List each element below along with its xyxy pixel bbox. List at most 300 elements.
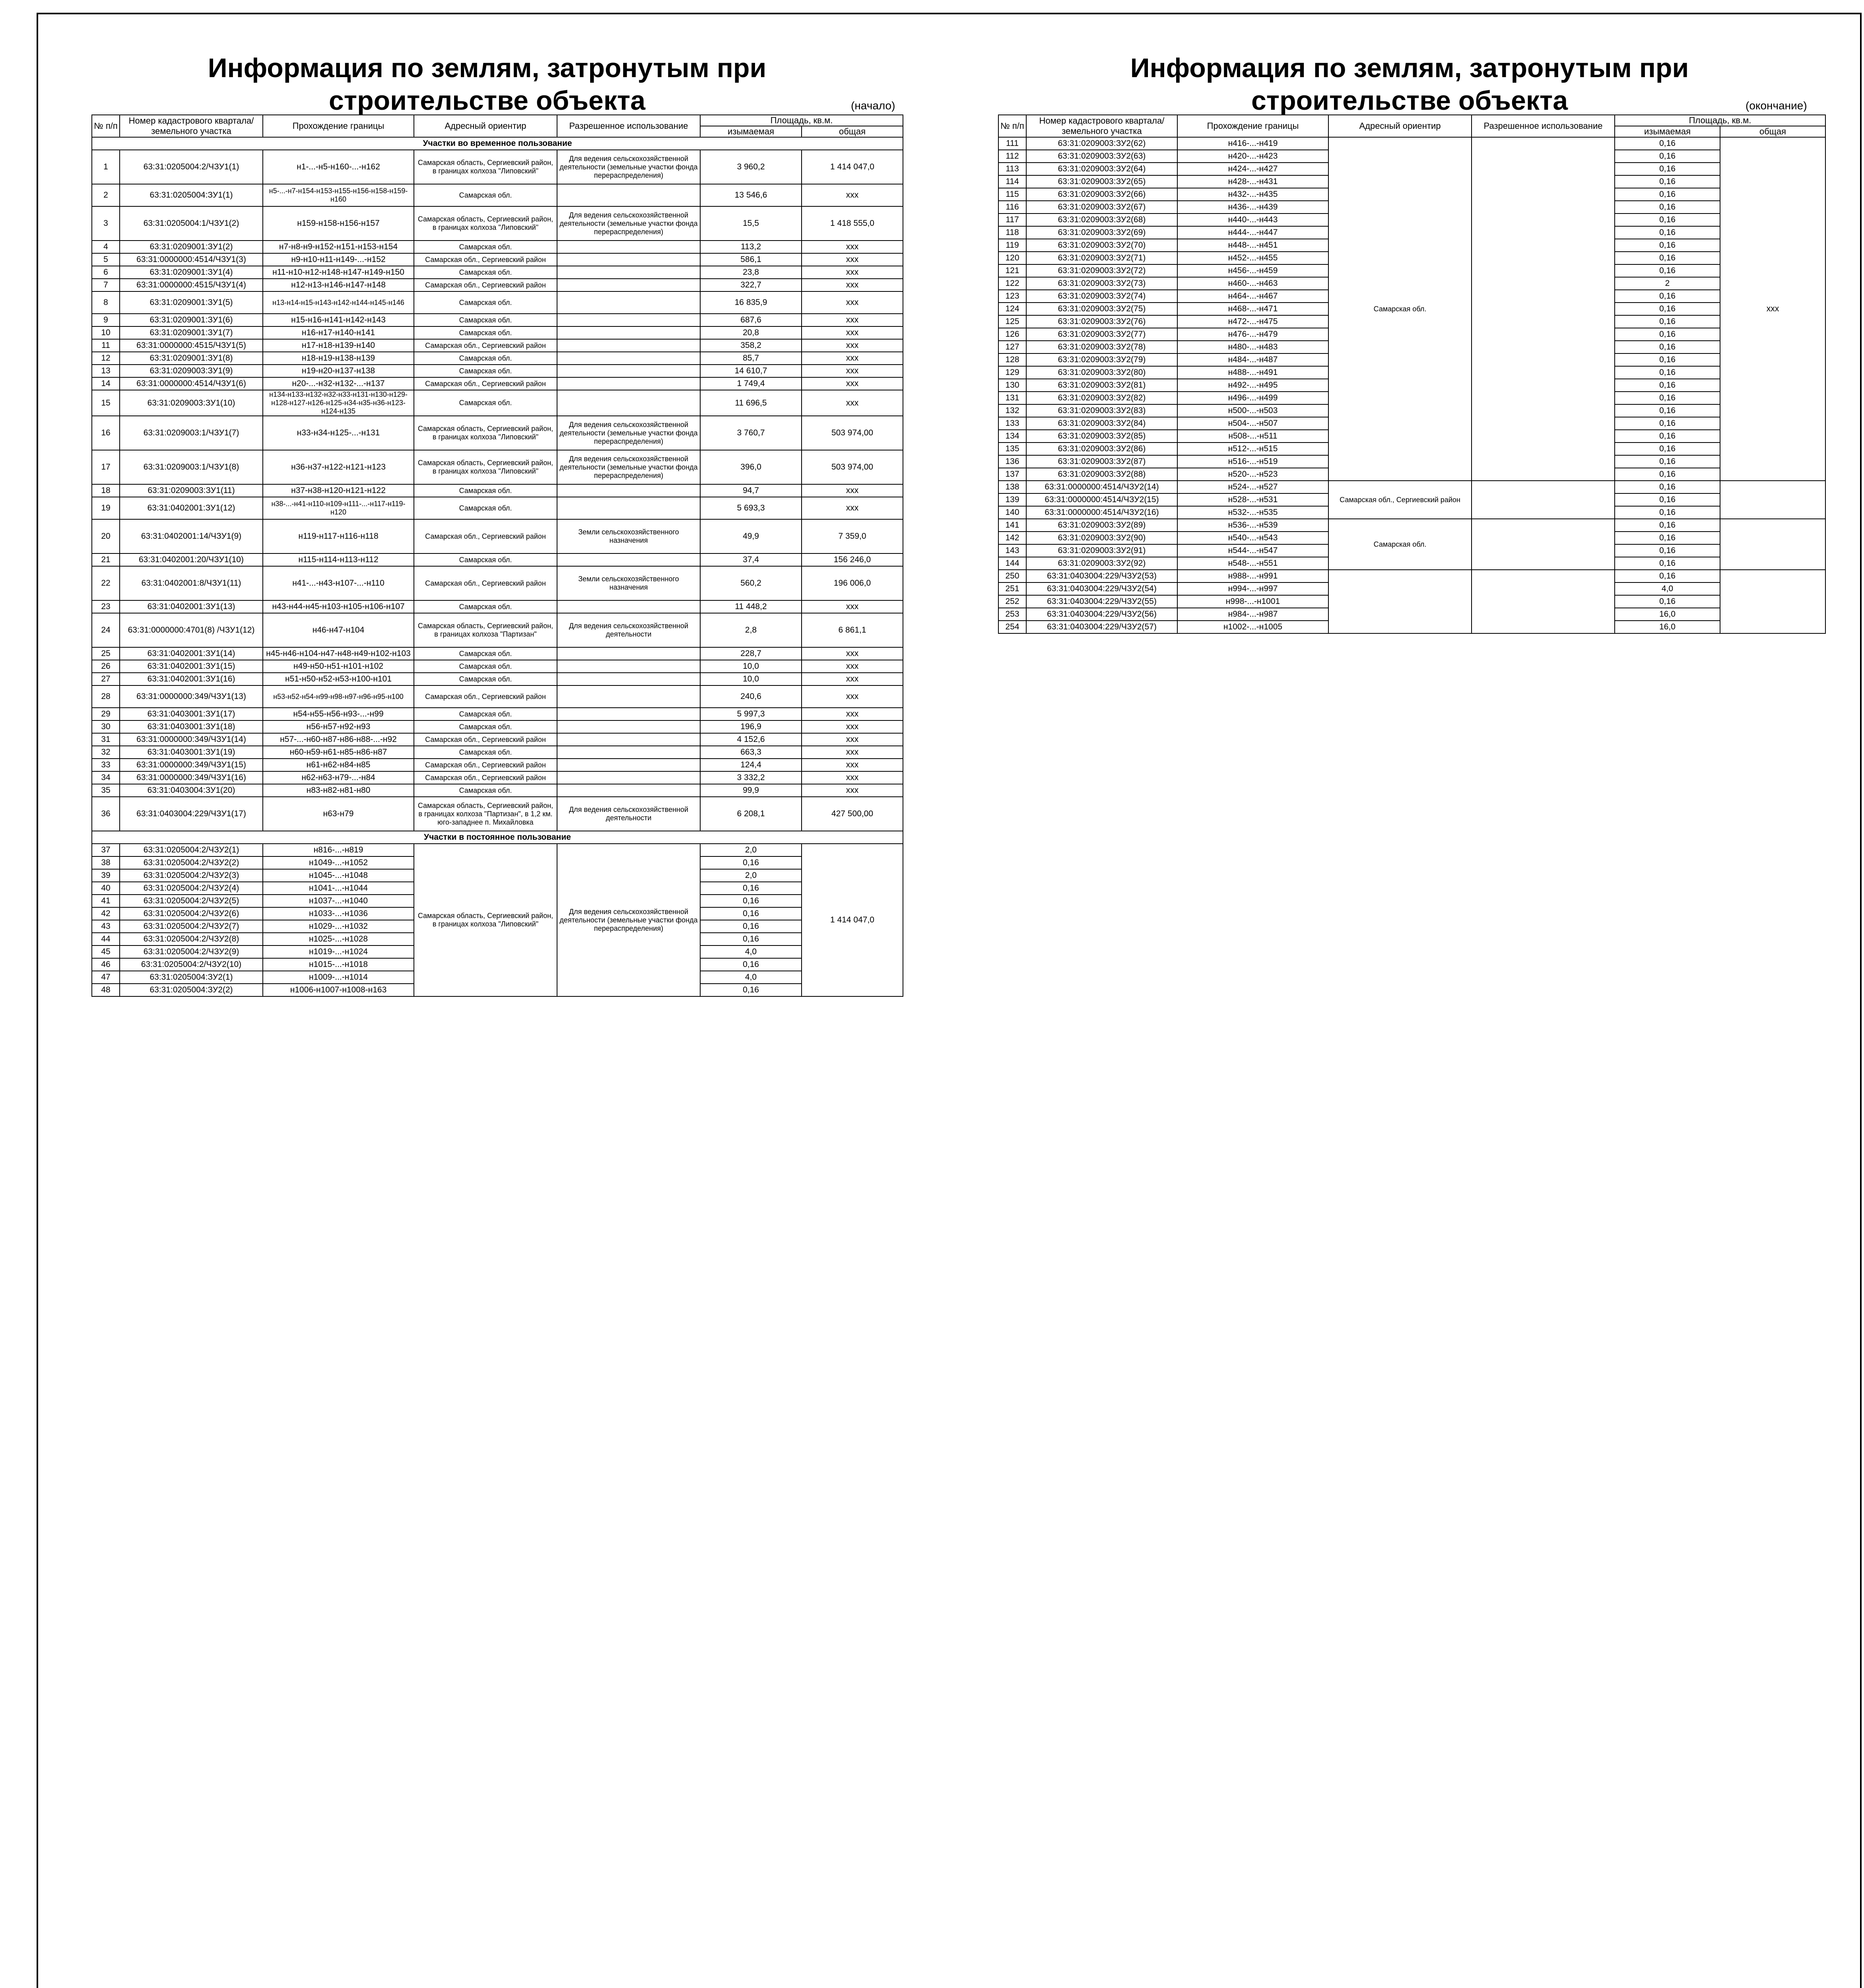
permitted-use [557,708,700,720]
area-taken: 15,5 [700,206,802,241]
row-number: 27 [92,673,120,685]
row-number: 113 [998,163,1026,175]
cadastral-number: 63:31:0209003:ЗУ2(81) [1026,379,1177,392]
address: Самарская обл., Сергиевский район [414,566,557,600]
boundary-path: н1-...-н5-н160-...-н162 [263,150,414,184]
area-total: xxx [802,708,903,720]
area-taken: 0,16 [1615,188,1720,201]
cadastral-number: 63:31:0402001:8/ЧЗУ1(11) [120,566,263,600]
cadastral-number: 63:31:0000000:349/ЧЗУ1(14) [120,733,263,746]
cadastral-number: 63:31:0403004:229/ЧЗУ2(55) [1026,595,1177,608]
boundary-path: н520-...-н523 [1177,468,1328,481]
permitted-use [557,352,700,365]
cadastral-number: 63:31:0205004:2/ЧЗУ1(1) [120,150,263,184]
cadastral-number: 63:31:0209003:ЗУ1(10) [120,390,263,416]
row-number: 121 [998,264,1026,277]
cadastral-number: 63:31:0205004:ЗУ1(1) [120,184,263,206]
row-number: 47 [92,971,120,984]
area-total: 6 861,1 [802,613,903,647]
area-taken: 0,16 [700,895,802,907]
boundary-path: н816-...-н819 [263,844,414,856]
table-row [92,708,903,720]
boundary-path: н54-н55-н56-н93-...-н99 [263,708,414,720]
row-number: 117 [998,214,1026,226]
area-total: xxx [802,733,903,746]
row-number: 42 [92,907,120,920]
area-taken: 3 332,2 [700,771,802,784]
boundary-path: н18-н19-н138-н139 [263,352,414,365]
area-taken: 124,4 [700,759,802,771]
cadastral-number: 63:31:0209001:ЗУ1(6) [120,314,263,326]
table-row [92,377,903,390]
area-taken: 0,16 [1615,201,1720,214]
area-taken: 2,8 [700,613,802,647]
address: Самарская обл. [414,352,557,365]
cadastral-number: 63:31:0209003:ЗУ1(11) [120,484,263,497]
cadastral-number: 63:31:0205004:2/ЧЗУ2(7) [120,920,263,933]
row-number: 129 [998,366,1026,379]
row-number: 5 [92,253,120,266]
cadastral-number: 63:31:0209003:ЗУ2(78) [1026,341,1177,353]
boundary-path: н53-н52-н54-н99-н98-н97-н96-н95-н100 [263,685,414,708]
row-number: 131 [998,392,1026,404]
address: Самарская обл., Сергиевский район [414,519,557,553]
boundary-path: н1029-...-н1032 [263,920,414,933]
permitted-use [557,326,700,339]
row-number: 36 [92,797,120,831]
permitted-use [1472,481,1615,519]
row-number: 254 [998,621,1026,633]
address: Самарская обл., Сергиевский район [414,759,557,771]
boundary-path: н57-...-н60-н87-н86-н88-...-н92 [263,733,414,746]
table-row [92,784,903,797]
area-taken: 20,8 [700,326,802,339]
area-taken: 2,0 [700,869,802,882]
permitted-use [557,600,700,613]
cadastral-number: 63:31:0209003:ЗУ2(83) [1026,404,1177,417]
area-total: xxx [802,390,903,416]
row-number: 2 [92,184,120,206]
cadastral-number: 63:31:0209003:ЗУ1(9) [120,365,263,377]
area-taken: 2 [1615,277,1720,290]
cadastral-number: 63:31:0403001:ЗУ1(17) [120,708,263,720]
boundary-path: н484-...-н487 [1177,353,1328,366]
area-taken: 0,16 [700,984,802,996]
area-total: xxx [802,660,903,673]
boundary-path: н159-н158-н156-н157 [263,206,414,241]
boundary-path: н5-...-н7-н154-н153-н155-н156-н158-н159-н160 [263,184,414,206]
left-note: (начало) [851,99,895,112]
area-total: xxx [802,184,903,206]
permitted-use [557,685,700,708]
boundary-path: н16-н17-н140-н141 [263,326,414,339]
cadastral-number: 63:31:0205004:1/ЧЗУ1(2) [120,206,263,241]
row-number: 3 [92,206,120,241]
boundary-path: н1049-...-н1052 [263,856,414,869]
cadastral-number: 63:31:0209003:ЗУ2(87) [1026,455,1177,468]
cadastral-number: 63:31:0209003:ЗУ2(82) [1026,392,1177,404]
cadastral-number: 63:31:0209003:ЗУ2(65) [1026,175,1177,188]
row-number: 140 [998,506,1026,519]
hdr-use: Разрешенное использование [557,115,700,137]
row-number: 15 [92,390,120,416]
address: Самарская обл. [414,314,557,326]
hdr-boundary: Прохождение границы [1177,115,1328,137]
address: Самарская обл. [414,241,557,253]
area-taken: 0,16 [1615,481,1720,493]
left-title: Информация по землям, затронутым при строительстве объекта [208,53,767,116]
row-number: 24 [92,613,120,647]
cadastral-number: 63:31:0209003:ЗУ2(80) [1026,366,1177,379]
area-taken: 6 208,1 [700,797,802,831]
area-total: xxx [802,314,903,326]
area-taken: 1 749,4 [700,377,802,390]
area-taken: 0,16 [1615,264,1720,277]
permitted-use: Для ведения сельскохозяйственной деятельности [557,797,700,831]
boundary-path: н424-...-н427 [1177,163,1328,175]
row-number: 32 [92,746,120,759]
cadastral-number: 63:31:0209003:ЗУ2(86) [1026,443,1177,455]
row-number: 39 [92,869,120,882]
table-row [92,771,903,784]
boundary-path: н37-н38-н120-н121-н122 [263,484,414,497]
area-total: xxx [802,291,903,314]
boundary-path: н496-...-н499 [1177,392,1328,404]
cadastral-number: 63:31:0000000:349/ЧЗУ1(13) [120,685,263,708]
area-taken: 396,0 [700,450,802,484]
table-row [92,253,903,266]
boundary-path: н1015-...-н1018 [263,958,414,971]
cadastral-number: 63:31:0205004:ЗУ2(1) [120,971,263,984]
row-number: 23 [92,600,120,613]
area-taken: 23,8 [700,266,802,279]
area-taken: 14 610,7 [700,365,802,377]
address: Самарская обл. [414,484,557,497]
area-taken: 4,0 [1615,582,1720,595]
area-total: 156 246,0 [802,553,903,566]
boundary-path: н17-н18-н139-н140 [263,339,414,352]
area-total [1720,481,1825,519]
table-row [92,759,903,771]
boundary-path: н134-н133-н132-н32-н33-н131-н130-н129-н128-н127-н126-н125-н34-н35-н36-н123-н124-н135 [263,390,414,416]
area-total: 1 414 047,0 [802,844,903,996]
boundary-path: н43-н44-н45-н103-н105-н106-н107 [263,600,414,613]
boundary-path: н508-...-н511 [1177,430,1328,443]
area-total: xxx [802,266,903,279]
row-number: 143 [998,544,1026,557]
permitted-use: Для ведения сельскохозяйственной деятельности (земельные участки фонда перераспределения) [557,450,700,484]
cadastral-number: 63:31:0209001:ЗУ1(8) [120,352,263,365]
address: Самарская обл., Сергиевский район [414,685,557,708]
area-total: xxx [802,771,903,784]
cadastral-number: 63:31:0209001:ЗУ1(7) [120,326,263,339]
cadastral-number: 63:31:0209003:ЗУ2(92) [1026,557,1177,570]
row-number: 115 [998,188,1026,201]
row-number: 125 [998,315,1026,328]
area-taken: 0,16 [1615,595,1720,608]
boundary-path: н36-н37-н122-н121-н123 [263,450,414,484]
hdr-area-taken: изымаемая [700,126,802,137]
address: Самарская обл. [414,553,557,566]
table-row [92,685,903,708]
area-taken: 5 693,3 [700,497,802,519]
area-taken: 0,16 [1615,519,1720,532]
section-row [92,831,903,844]
boundary-path: н548-...-н551 [1177,557,1328,570]
address: Самарская обл. [414,600,557,613]
boundary-path: н45-н46-н104-н47-н48-н49-н102-н103 [263,647,414,660]
table-row [92,150,903,184]
address: Самарская обл. [414,720,557,733]
area-total: xxx [802,241,903,253]
table-row [92,291,903,314]
address: Самарская обл. [414,390,557,416]
row-number: 16 [92,416,120,450]
permitted-use [557,660,700,673]
area-taken: 0,16 [1615,137,1720,150]
area-taken: 0,16 [1615,226,1720,239]
area-taken: 0,16 [700,856,802,869]
row-number: 111 [998,137,1026,150]
cadastral-number: 63:31:0205004:2/ЧЗУ2(9) [120,945,263,958]
address: Самарская область, Сергиевский район, в границах колхоза "Липовский" [414,844,557,996]
boundary-path: н1009-...-н1014 [263,971,414,984]
area-total: xxx [802,339,903,352]
area-total: xxx [802,746,903,759]
table-row [92,241,903,253]
row-number: 130 [998,379,1026,392]
area-total: 503 974,00 [802,450,903,484]
area-taken: 0,16 [1615,175,1720,188]
row-number: 119 [998,239,1026,252]
cadastral-number: 63:31:0000000:4701(8) /ЧЗУ1(12) [120,613,263,647]
cadastral-number: 63:31:0000000:349/ЧЗУ1(16) [120,771,263,784]
table-row [92,844,903,856]
boundary-path: н38-...-н41-н110-н109-н111-...-н117-н119-н120 [263,497,414,519]
address: Самарская обл., Сергиевский район [414,377,557,390]
row-number: 123 [998,290,1026,303]
cadastral-number: 63:31:0000000:4514/ЧЗУ1(3) [120,253,263,266]
boundary-path: н33-н34-н125-...-н131 [263,416,414,450]
cadastral-number: 63:31:0209003:ЗУ2(77) [1026,328,1177,341]
table-row [92,720,903,733]
area-taken: 358,2 [700,339,802,352]
boundary-path: н476-...-н479 [1177,328,1328,341]
area-taken: 0,16 [700,882,802,895]
boundary-path: н9-н10-н11-н149-...-н152 [263,253,414,266]
row-number: 17 [92,450,120,484]
area-total: 427 500,00 [802,797,903,831]
boundary-path: н12-н13-н146-н147-н148 [263,279,414,291]
address: Самарская обл. [414,497,557,519]
cadastral-number: 63:31:0209003:ЗУ2(70) [1026,239,1177,252]
area-taken: 196,9 [700,720,802,733]
table-row [92,416,903,450]
permitted-use: Для ведения сельскохозяйственной деятельности (земельные участки фонда перераспределения) [557,844,700,996]
row-number: 37 [92,844,120,856]
row-number: 20 [92,519,120,553]
row-number: 28 [92,685,120,708]
area-taken: 586,1 [700,253,802,266]
hdr-use: Разрешенное использование [1472,115,1615,137]
address: Самарская обл., Сергиевский район [414,279,557,291]
cadastral-number: 63:31:0000000:4514/ЧЗУ2(15) [1026,493,1177,506]
row-number: 8 [92,291,120,314]
row-number: 135 [998,443,1026,455]
area-taken: 240,6 [700,685,802,708]
permitted-use: Для ведения сельскохозяйственной деятельности (земельные участки фонда перераспределения) [557,416,700,450]
row-number: 25 [92,647,120,660]
area-taken: 687,6 [700,314,802,326]
boundary-path: н432-...-н435 [1177,188,1328,201]
boundary-path: н528-...-н531 [1177,493,1328,506]
area-total: xxx [802,365,903,377]
permitted-use [557,746,700,759]
permitted-use [557,720,700,733]
area-total: 1 414 047,0 [802,150,903,184]
row-number: 253 [998,608,1026,621]
boundary-path: н532-...-н535 [1177,506,1328,519]
address: Самарская обл. [414,673,557,685]
boundary-path: н1037-...-н1040 [263,895,414,907]
boundary-path: н464-...-н467 [1177,290,1328,303]
boundary-path: н1002-...-н1005 [1177,621,1328,633]
cadastral-number: 63:31:0402001:ЗУ1(12) [120,497,263,519]
area-taken: 4,0 [700,945,802,958]
area-taken: 16,0 [1615,608,1720,621]
boundary-path: н60-н59-н61-н85-н86-н87 [263,746,414,759]
boundary-path: н988-...-н991 [1177,570,1328,582]
address: Самарская обл. [414,708,557,720]
area-taken: 228,7 [700,647,802,660]
row-number: 114 [998,175,1026,188]
area-taken: 0,16 [700,920,802,933]
cadastral-number: 63:31:0403004:229/ЧЗУ1(17) [120,797,263,831]
table-row [998,481,1825,493]
address: Самарская обл. [414,784,557,797]
row-number: 127 [998,341,1026,353]
boundary-path: н83-н82-н81-н80 [263,784,414,797]
cadastral-number: 63:31:0000000:4515/ЧЗУ1(4) [120,279,263,291]
table-row [92,613,903,647]
area-taken: 0,16 [1615,315,1720,328]
row-number: 43 [92,920,120,933]
permitted-use [557,733,700,746]
permitted-use [557,647,700,660]
area-taken: 0,16 [1615,506,1720,519]
cadastral-number: 63:31:0403004:229/ЧЗУ2(57) [1026,621,1177,633]
row-number: 34 [92,771,120,784]
row-number: 38 [92,856,120,869]
row-number: 19 [92,497,120,519]
area-taken: 10,0 [700,660,802,673]
boundary-path: н1006-н1007-н1008-н163 [263,984,414,996]
area-taken: 0,16 [1615,379,1720,392]
address: Самарская обл., Сергиевский район [1328,481,1472,519]
permitted-use [557,339,700,352]
cadastral-number: 63:31:0209003:1/ЧЗУ1(8) [120,450,263,484]
boundary-path: н440-...-н443 [1177,214,1328,226]
cadastral-number: 63:31:0209003:ЗУ2(73) [1026,277,1177,290]
boundary-path: н1033-...-н1036 [263,907,414,920]
table-row [92,497,903,519]
address [1328,570,1472,633]
area-taken: 5 997,3 [700,708,802,720]
area-taken: 0,16 [1615,430,1720,443]
area-taken: 85,7 [700,352,802,365]
boundary-path: н19-н20-н137-н138 [263,365,414,377]
cadastral-number: 63:31:0209003:ЗУ2(67) [1026,201,1177,214]
area-taken: 0,16 [1615,239,1720,252]
boundary-path: н984-...-н987 [1177,608,1328,621]
row-number: 6 [92,266,120,279]
permitted-use [557,266,700,279]
section-row [92,137,903,150]
area-total: xxx [802,759,903,771]
area-taken: 0,16 [1615,493,1720,506]
cadastral-number: 63:31:0205004:2/ЧЗУ2(3) [120,869,263,882]
area-taken: 0,16 [1615,163,1720,175]
hdr-address: Адресный ориентир [414,115,557,137]
address: Самарская обл., Сергиевский район [414,733,557,746]
area-taken: 49,9 [700,519,802,553]
area-taken: 11 448,2 [700,600,802,613]
cadastral-number: 63:31:0205004:2/ЧЗУ2(4) [120,882,263,895]
table-row [92,314,903,326]
row-number: 9 [92,314,120,326]
cadastral-number: 63:31:0000000:349/ЧЗУ1(15) [120,759,263,771]
row-number: 250 [998,570,1026,582]
area-total: xxx [802,326,903,339]
row-number: 1 [92,150,120,184]
boundary-path: н444-...-н447 [1177,226,1328,239]
table-row [92,733,903,746]
area-taken: 94,7 [700,484,802,497]
row-number: 112 [998,150,1026,163]
boundary-path: н416-...-н419 [1177,137,1328,150]
boundary-path: н20-...-н32-н132-...-н137 [263,377,414,390]
boundary-path: н61-н62-н84-н85 [263,759,414,771]
cadastral-number: 63:31:0403004:ЗУ1(20) [120,784,263,797]
cadastral-number: 63:31:0209003:ЗУ2(72) [1026,264,1177,277]
cadastral-number: 63:31:0209003:ЗУ2(89) [1026,519,1177,532]
boundary-path: н536-...-н539 [1177,519,1328,532]
row-number: 124 [998,303,1026,315]
cadastral-number: 63:31:0209003:ЗУ2(68) [1026,214,1177,226]
area-taken: 0,16 [1615,341,1720,353]
row-number: 139 [998,493,1026,506]
boundary-path: н428-...-н431 [1177,175,1328,188]
section-label: Участки во временное пользование [92,137,903,150]
area-total: xxx [802,253,903,266]
address: Самарская обл., Сергиевский район [414,339,557,352]
table-row [92,184,903,206]
boundary-path: н492-...-н495 [1177,379,1328,392]
right-register-table [998,115,1826,634]
address: Самарская обл. [414,184,557,206]
permitted-use [557,279,700,291]
permitted-use [1472,570,1615,633]
cadastral-number: 63:31:0209001:ЗУ1(2) [120,241,263,253]
boundary-path: н448-...-н451 [1177,239,1328,252]
boundary-path: н452-...-н455 [1177,252,1328,264]
cadastral-number: 63:31:0403004:229/ЧЗУ2(54) [1026,582,1177,595]
cadastral-number: 63:31:0402001:20/ЧЗУ1(10) [120,553,263,566]
permitted-use [557,784,700,797]
hdr-num: № п/п [998,115,1026,137]
area-taken: 3 760,7 [700,416,802,450]
area-taken: 16 835,9 [700,291,802,314]
